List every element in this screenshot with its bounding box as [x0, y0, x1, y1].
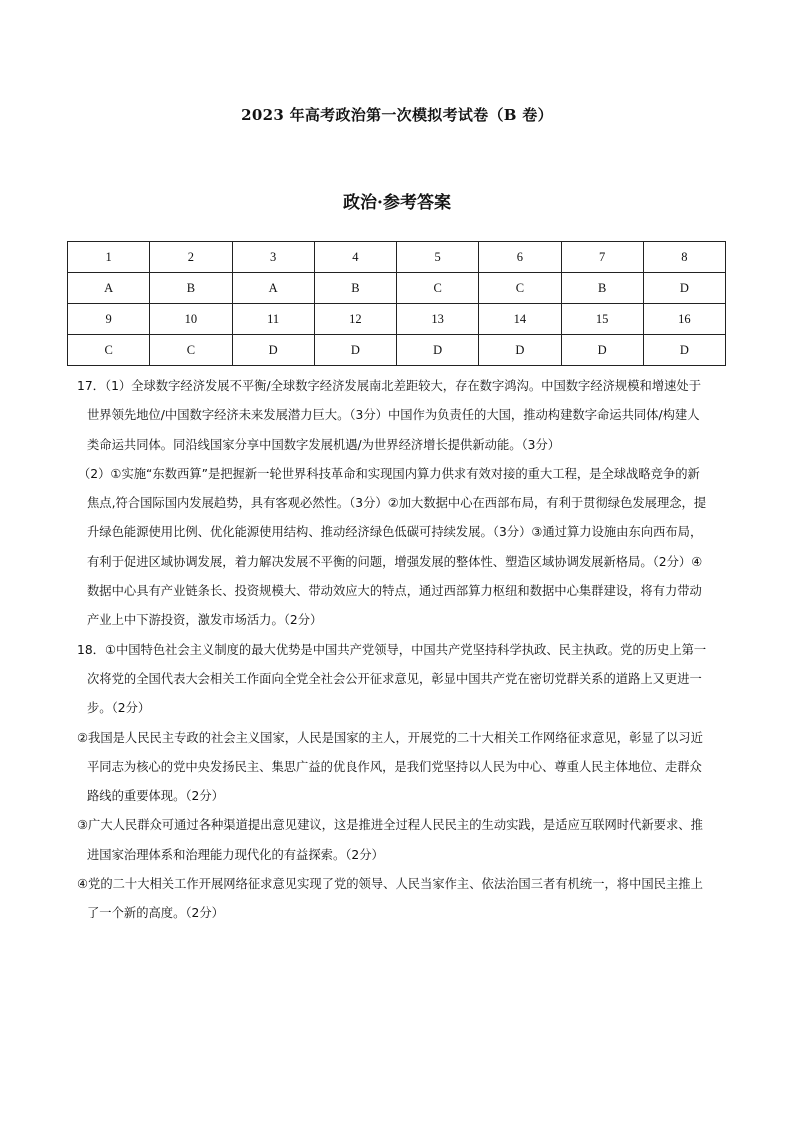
answer-18-point-4: ④党的二十大相关工作开展网络征求意见实现了党的领导、人民当家作主、依法治国三者有机统一，将中国民主推上了一个新的高度。（2分）	[77, 877, 703, 921]
table-cell: D	[561, 335, 643, 366]
table-cell: 16	[643, 304, 725, 335]
answer-heading: 政治·参考答案	[343, 193, 451, 213]
table-cell: B	[314, 273, 396, 304]
table-cell: 13	[397, 304, 479, 335]
table-cell: 10	[150, 304, 232, 335]
answer-17-part-2: （2）①实施“东数西算”是把握新一轮世界科技革命和实现国内算力供求有效对接的重大工程，是全球战略竞争的新焦点,符合国际国内发展趋势，具有客观必然性。（3分）②加大数据中心在西部布局，有利于贯彻绿色发展理念，提升绿色能源使用比例、优化能源使用结构、推动经济绿色低碳可持续发展。（3分）③通过算力设施由东向西布局，有利于促进区域协调发展，着力解决发展不平衡的问题，增强发展的整体性、塑造区域协调发展新格局。（2分）④数据中心具有产业链条长、投资规模大、带动效应大的特点，通过西部算力枢纽和数据中心集群建设，将有力带动产业上中下游投资，激发市场活力。（2分）	[78, 466, 707, 628]
table-cell: 15	[561, 304, 643, 335]
answer-17-part-1: 17．（1）全球数字经济发展不平衡/全球数字经济发展南北差距较大，存在数字鸿沟。中国数字经济规模和增速处于世界领先地位/中国数字经济未来发展潜力巨大。（3分）中国作为负责任的大国，推动构建数字命运共同体/构建人类命运共同体。同沿线国家分享中国数字发展机遇/为世界经济增长提供新动能。（3分）	[77, 379, 702, 452]
table-cell: C	[479, 273, 561, 304]
table-cell: 8	[643, 242, 725, 273]
table-cell: C	[397, 273, 479, 304]
table-cell: D	[643, 335, 725, 366]
document-title: 2023 年高考政治第一次模拟考试卷（B 卷）	[241, 106, 553, 124]
table-cell: 12	[314, 304, 396, 335]
table-cell: 11	[232, 304, 314, 335]
table-row	[68, 242, 726, 273]
answer-18-point-3: ③广大人民群众可通过各种渠道提出意见建议，这是推进全过程人民民主的生动实践，是适应互联网时代新要求、推进国家治理体系和治理能力现代化的有益探索。（2分）	[77, 818, 703, 862]
table-cell: D	[643, 273, 725, 304]
table-cell: B	[150, 273, 232, 304]
answer-18-point-1: 18．①中国特色社会主义制度的最大优势是中国共产党领导，中国共产党坚持科学执政、民主执政。党的历史上第一次将党的全国代表大会相关工作面向全党全社会公开征求意见，彰显中国共产党在密切党群关系的道路上又更进一步。（2分）	[77, 642, 707, 716]
answer-table	[67, 241, 726, 366]
answer-body	[77, 372, 711, 929]
table-cell: A	[68, 273, 150, 304]
table-cell: 1	[68, 242, 150, 273]
table-cell: 4	[314, 242, 396, 273]
table-cell: A	[232, 273, 314, 304]
table-row	[68, 304, 726, 335]
table-cell: D	[397, 335, 479, 366]
table-cell: 2	[150, 242, 232, 273]
table-cell: D	[232, 335, 314, 366]
table-cell: C	[68, 335, 150, 366]
table-cell: 3	[232, 242, 314, 273]
table-row	[68, 335, 726, 366]
table-cell: 7	[561, 242, 643, 273]
table-cell: B	[561, 273, 643, 304]
table-cell: 9	[68, 304, 150, 335]
answer-18-point-2: ②我国是人民民主专政的社会主义国家，人民是国家的主人，开展党的二十大相关工作网络征求意见，彰显了以习近平同志为核心的党中央发扬民主、集思广益的优良作风，是我们党坚持以人民为中心、尊重人民主体地位、走群众路线的重要体现。（2分）	[77, 730, 703, 804]
table-cell: C	[150, 335, 232, 366]
table-cell: D	[479, 335, 561, 366]
table-cell: 14	[479, 304, 561, 335]
table-cell: 6	[479, 242, 561, 273]
table-cell: D	[314, 335, 396, 366]
table-cell: 5	[397, 242, 479, 273]
table-row	[68, 273, 726, 304]
